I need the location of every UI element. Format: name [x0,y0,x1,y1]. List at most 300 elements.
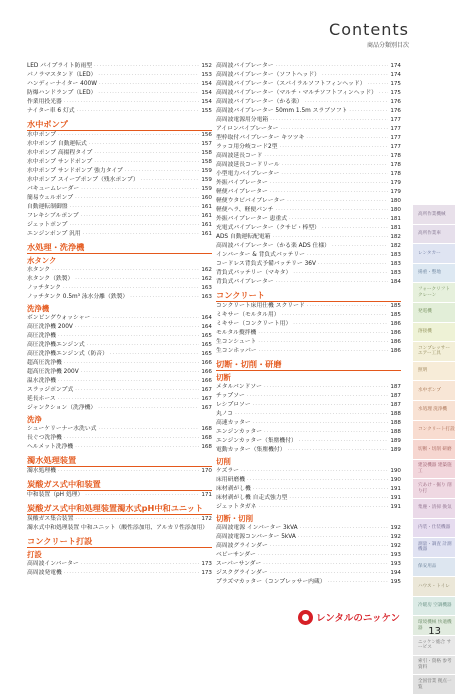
toc-entry[interactable] [27,359,212,368]
toc-entry-title: ノッチタンク [27,285,61,291]
toc-page-number: 158 [201,159,212,165]
toc-leader-dots [253,419,389,428]
toc-page-number: 174 [390,63,401,69]
section-heading: 切断・切削・研磨 [216,359,401,371]
toc-entry[interactable] [27,266,212,275]
toc-entry[interactable] [216,134,401,143]
toc-entry-title: 簡易ウェルポンプ [27,195,74,201]
contents-title: Contents [329,20,409,39]
toc-page-number: 183 [390,261,401,267]
toc-entry[interactable] [27,332,212,341]
toc-leader-dots [258,503,388,512]
toc-entry[interactable] [216,338,401,347]
toc-entry-title: ジスクグラインダー [216,570,268,576]
toc-leader-dots [263,560,388,569]
toc-entry-title: 高周波バイブレーター（かる楽 ADS 仕様） [216,243,330,249]
toc-entry-title: 高速カッター [216,420,251,426]
logo-name: レンタルのニッケン [316,613,401,624]
toc-page-number: 186 [390,339,401,345]
section-heading: コンクリート打設 [27,536,212,548]
toc-page-number: 159 [201,186,212,192]
toc-page-number: 154 [201,90,212,96]
toc-entry-title: 水タンク（鉄製） [27,276,74,282]
toc-leader-dots [258,551,388,560]
toc-leader-dots [276,62,389,71]
category-tab[interactable]: 全国営業 拠点一覧 [413,675,455,695]
toc-page-number: 177 [390,135,401,141]
toc-entry[interactable] [216,302,401,311]
toc-leader-dots [270,188,389,197]
toc-entry-title: 高周波バイブレーター 50mm 1.5m スラブソフト [216,108,348,114]
toc-entry[interactable] [216,251,401,260]
toc-entry[interactable] [216,533,401,542]
toc-entry[interactable] [27,284,212,293]
toc-entry[interactable] [216,116,401,125]
company-logo [298,607,413,627]
toc-entry-title: LED パイプライト防雨型 [27,63,93,69]
toc-page-number: 181 [390,225,401,231]
toc-leader-dots [276,206,389,215]
category-tab[interactable]: 冷暖房 空調機器 [413,597,455,617]
toc-entry[interactable] [216,467,401,476]
toc-column-right [216,62,401,587]
category-tab[interactable]: 高所作業機械 [413,205,455,225]
toc-entry[interactable] [216,320,401,329]
toc-entry-title: 高周波バイブレーター（スパイラルソフトフィンヘッド） [216,81,366,87]
category-tab[interactable]: 内装・仕装機器 [413,519,455,539]
toc-entry[interactable] [216,71,401,80]
toc-entry[interactable] [27,323,212,332]
toc-page-number: 187 [390,384,401,390]
toc-entry[interactable] [216,233,401,242]
toc-page-number: 190 [390,477,401,483]
toc-page-number: 163 [201,285,212,291]
toc-entry[interactable] [27,275,212,284]
page-number: 13 [428,626,441,637]
toc-entry[interactable] [27,314,212,323]
toc-entry-title: 濁水処理機 [27,468,56,474]
toc-entry[interactable] [27,167,212,176]
toc-leader-dots [98,404,199,413]
toc-entry[interactable] [216,401,401,410]
toc-page-number: 162 [201,276,212,282]
toc-entry[interactable] [216,476,401,485]
toc-entry-title: ミキサー（コンクリート用） [216,321,292,327]
toc-leader-dots [305,98,389,107]
toc-entry[interactable] [216,494,401,503]
toc-leader-dots [368,80,389,89]
toc-entry[interactable] [216,125,401,134]
category-tab[interactable]: 溶接機 [413,323,455,343]
category-tab[interactable]: フォークリフト クレーン [413,283,455,303]
toc-leader-dots [81,212,200,221]
toc-leader-dots [75,275,199,284]
toc-entry[interactable] [216,560,401,569]
toc-entry-title: 外振バイブレーター 恵重式 [216,216,287,222]
toc-entry[interactable] [216,62,401,71]
toc-page-number: 153 [201,72,212,78]
toc-entry-title: ジェットタガネ [216,504,257,510]
toc-entry[interactable] [27,524,212,533]
toc-leader-dots [81,185,199,194]
toc-leader-dots [264,152,388,161]
toc-page-number: 154 [201,81,212,87]
toc-page-number: 178 [390,162,401,168]
category-tab[interactable]: 揚重・整地 [413,264,455,284]
toc-page-number: 177 [390,117,401,123]
toc-entry[interactable] [27,386,212,395]
subsection-heading: 水タンク [27,256,57,265]
toc-entry[interactable] [216,107,401,116]
toc-entry[interactable] [27,491,212,500]
toc-entry[interactable] [27,230,212,239]
toc-page-number: 190 [390,468,401,474]
toc-entry[interactable] [27,203,212,212]
toc-entry-title: 高圧洗浄機 [27,333,56,339]
toc-page-number: 177 [390,126,401,132]
toc-page-number: 195 [390,579,401,585]
toc-page-number: 181 [390,216,401,222]
toc-leader-dots [298,533,389,542]
toc-entry-title: ミキサー（モルタル用） [216,312,280,318]
toc-entry[interactable] [216,311,401,320]
toc-page-number: 166 [201,369,212,375]
toc-entry[interactable] [216,410,401,419]
toc-entry-title: メタルバンドソー [216,384,262,390]
toc-entry[interactable] [216,347,401,356]
toc-entry[interactable] [27,62,212,71]
toc-page-number: 188 [390,429,401,435]
toc-entry[interactable] [27,89,212,98]
toc-leader-dots [64,569,200,578]
category-tab[interactable]: 高所作業車 [413,225,455,245]
toc-leader-dots [64,434,200,443]
toc-entry[interactable] [216,503,401,512]
toc-leader-dots [58,377,199,386]
category-tab[interactable]: 保安用品 [413,558,455,578]
toc-leader-dots [75,194,199,203]
toc-leader-dots [282,311,389,320]
toc-leader-dots [247,476,388,485]
category-tab[interactable]: 切断・切削 研磨 [413,440,455,460]
toc-entry[interactable] [27,98,212,107]
toc-page-number: 191 [390,486,401,492]
toc-page-number: 157 [201,141,212,147]
toc-entry-title: ケズラー [216,468,239,474]
toc-entry[interactable] [27,467,212,476]
toc-page-number: 186 [390,348,401,354]
toc-leader-dots [280,125,388,134]
toc-entry[interactable] [27,80,212,89]
toc-leader-dots [75,515,199,524]
toc-entry-title: 高周波電源用分電箱 [216,117,269,123]
toc-leader-dots [110,350,199,359]
toc-entry[interactable] [27,515,212,524]
toc-entry[interactable] [27,131,212,140]
toc-entry-title: 自動運転制御盤 [27,204,68,210]
category-tab[interactable]: 水処理 洗浄機 [413,401,455,421]
toc-entry[interactable] [216,242,401,251]
category-tab[interactable]: 発電機 [413,303,455,323]
toc-entry-title: 中和装置（pH 処理） [27,492,84,498]
toc-page-number: 191 [390,495,401,501]
toc-entry-title: ベビーサンダー [216,552,256,558]
toc-entry[interactable] [27,341,212,350]
toc-entry-title: スラッジポンプ式 [27,387,74,393]
toc-leader-dots [289,215,388,224]
category-tab[interactable]: 水中ポンプ [413,381,455,401]
toc-entry[interactable] [216,329,401,338]
category-tab[interactable]: ハウス・トイレ [413,577,455,597]
toc-leader-dots [87,341,200,350]
toc-entry-title: ノッチタンク 0.5m³ 泳水分離（鉄製） [27,294,129,300]
toc-entry[interactable] [216,89,401,98]
toc-leader-dots [69,221,199,230]
toc-entry-title: エンジンカッター（集塵機付） [216,438,297,444]
toc-entry-title: バキュームレーダー [27,186,80,192]
toc-page-number: 194 [390,570,401,576]
toc-entry[interactable] [27,221,212,230]
toc-leader-dots [58,332,199,341]
toc-entry[interactable] [27,71,212,80]
toc-entry[interactable] [216,524,401,533]
toc-entry[interactable] [216,80,401,89]
toc-entry[interactable] [216,197,401,206]
category-tab[interactable]: 集塵・清掃 換気 [413,499,455,519]
toc-leader-dots [130,293,199,302]
category-tab[interactable]: コンプレッサー エアー工具 [413,342,455,362]
toc-entry-title: 防爆ハンドランプ（LED） [27,90,97,96]
toc-entry[interactable] [216,446,401,455]
toc-entry[interactable] [216,392,401,401]
toc-entry-title: レシプロソー [216,402,251,408]
toc-leader-dots [141,176,200,185]
toc-page-number: 175 [390,81,401,87]
toc-entry-title: 水中ポンプ サンドポンプ 強力タイプ [27,168,123,174]
toc-entry-title: 超高圧洗浄機 200V [27,369,79,375]
toc-entry[interactable] [216,383,401,392]
toc-page-number: 156 [201,132,212,138]
toc-entry[interactable] [216,98,401,107]
toc-entry[interactable] [216,188,401,197]
toc-page-number: 186 [390,321,401,327]
toc-leader-dots [92,314,199,323]
category-tab[interactable]: ニッケン総合 サービス [413,636,455,656]
toc-page-number: 173 [201,561,212,567]
toc-entry[interactable] [27,176,212,185]
toc-entry-title: シューケリーナー水洗い式 [27,426,97,432]
toc-entry[interactable] [216,152,401,161]
toc-page-number: 173 [201,570,212,576]
toc-entry[interactable] [27,149,212,158]
toc-entry[interactable] [27,212,212,221]
toc-entry[interactable] [27,395,212,404]
toc-leader-dots [259,347,389,356]
category-tab[interactable]: 環境機械 快適機器 [413,616,455,636]
toc-page-number: 163 [201,294,212,300]
toc-entry[interactable] [216,269,401,278]
toc-page-number: 172 [201,516,212,522]
toc-entry[interactable] [27,368,212,377]
toc-page-number: 165 [201,342,212,348]
toc-page-number: 158 [201,150,212,156]
toc-page-number: 188 [390,420,401,426]
contents-subtitle: 商品分類別目次 [366,42,409,49]
toc-leader-dots [258,329,388,338]
toc-page-number: 193 [390,561,401,567]
toc-page-number: 161 [201,204,212,210]
toc-entry-title: 濁水式中和処理装置 中和ユニット（酸性添加用、アルカリ性添加用） [27,525,209,531]
toc-entry[interactable] [27,107,212,116]
toc-leader-dots [349,107,388,116]
toc-leader-dots [89,140,200,149]
toc-page-number: 174 [390,72,401,78]
toc-leader-dots [253,485,389,494]
toc-entry[interactable] [216,215,401,224]
toc-page-number: 179 [390,180,401,186]
toc-entry-title: 水タンク [27,267,51,273]
toc-entry-title: フレキシブルポンプ [27,213,79,219]
toc-entry-title: 電動カッター（集塵機付） [216,447,286,453]
category-tab[interactable]: 穴あけ・掘り 削り打 [413,479,455,499]
toc-entry[interactable] [27,404,212,413]
toc-entry[interactable] [216,485,401,494]
subsection-heading: 切断 [216,373,231,382]
toc-entry-title: ジャンクション（洗浄機） [27,405,97,411]
toc-entry[interactable] [27,434,212,443]
toc-entry[interactable] [216,569,401,578]
toc-entry[interactable] [27,560,212,569]
toc-entry-title: 高周波バイブレーター [216,63,274,69]
toc-leader-dots [58,131,199,140]
toc-leader-dots [70,203,200,212]
toc-page-number: 182 [390,243,401,249]
toc-leader-dots [99,80,199,89]
category-index-tabs [413,205,455,695]
toc-entry[interactable] [216,179,401,188]
category-tab[interactable]: レンタカー [413,244,455,264]
toc-leader-dots [58,467,199,476]
toc-leader-dots [293,320,388,329]
toc-leader-dots [247,392,389,401]
toc-page-number: 183 [390,270,401,276]
toc-page-number: 177 [390,144,401,150]
toc-entry[interactable] [27,194,212,203]
subsection-heading: 打設 [27,550,42,559]
toc-page-number: 152 [201,63,212,69]
toc-entry-title: 水中ポンプ [27,132,56,138]
toc-entry[interactable] [27,569,212,578]
toc-page-number: 168 [201,435,212,441]
toc-page-number: 167 [201,396,212,402]
toc-entry[interactable] [27,293,212,302]
toc-page-number: 155 [201,108,212,114]
toc-page-number: 187 [390,393,401,399]
toc-page-number: 191 [390,504,401,510]
toc-entry[interactable] [216,551,401,560]
toc-entry-title: 高周波電源 インバーター 3kVA [216,525,298,531]
toc-leader-dots [75,323,199,332]
toc-leader-dots [300,524,389,533]
toc-leader-dots [94,158,199,167]
toc-entry[interactable] [216,224,401,233]
toc-entry[interactable] [27,140,212,149]
toc-entry-title: ボンビングウォッシャー [27,315,91,321]
toc-entry-title: 充電式バイブレーター（クサビ・棒型） [216,225,320,231]
toc-entry[interactable] [27,425,212,434]
toc-leader-dots [81,368,200,377]
toc-page-number: 189 [390,447,401,453]
toc-entry-title: 高圧洗浄機エンジン式（防音） [27,351,108,357]
toc-entry[interactable] [216,278,401,287]
toc-entry-title: 超高圧洗浄機 [27,360,62,366]
category-tab[interactable]: 索引・資格 参考資料 [413,656,455,676]
toc-leader-dots [235,410,388,419]
toc-leader-dots [322,71,388,80]
toc-leader-dots [307,251,388,260]
toc-leader-dots [280,143,389,152]
category-tab[interactable]: 照明 [413,362,455,382]
category-tab[interactable]: コンクリート打設 [413,421,455,441]
toc-entry-title: 高周波バイブレーター（ソフトヘッド） [216,72,320,78]
toc-leader-dots [270,116,388,125]
toc-entry-title: インバーター & 背負式バッテリー [216,252,305,258]
toc-leader-dots [125,167,199,176]
toc-entry[interactable] [216,260,401,269]
toc-entry[interactable] [216,161,401,170]
logo-mark-icon [298,610,313,625]
toc-entry[interactable] [216,143,401,152]
toc-entry[interactable] [27,377,212,386]
toc-entry[interactable] [216,206,401,215]
toc-page-number: 182 [390,234,401,240]
toc-entry-title: 高周波延長コードリール [216,162,280,168]
toc-entry[interactable] [216,578,401,587]
toc-page-number: 167 [201,405,212,411]
toc-leader-dots [75,443,199,452]
toc-page-number: 179 [390,189,401,195]
toc-leader-dots [273,233,389,242]
toc-page-number: 176 [390,108,401,114]
toc-entry[interactable] [216,419,401,428]
toc-entry-title: 高周波バイブレーター（かる楽） [216,99,303,105]
toc-entry[interactable] [216,170,401,179]
category-tab[interactable]: 建設機器 建築施工 [413,460,455,480]
toc-leader-dots [98,71,199,80]
toc-entry-title: 床材剥がし機 自走式強力型 [216,495,288,501]
toc-entry-title: 水中ポンプ スイープポンプ（残水ポンプ） [27,177,139,183]
toc-page-number: 188 [390,411,401,417]
toc-entry[interactable] [27,158,212,167]
toc-entry-title: 床材剥がし機 [216,486,251,492]
toc-entry[interactable] [27,185,212,194]
toc-leader-dots [287,197,388,206]
toc-entry-title: ラッコ用分岐コード2型 [216,144,278,150]
toc-leader-dots [98,89,199,98]
toc-entry-title: 丸ノコ [216,411,234,417]
toc-entry[interactable] [216,437,401,446]
toc-leader-dots [293,269,388,278]
toc-entry[interactable] [216,542,401,551]
toc-entry[interactable] [27,350,212,359]
toc-entry[interactable] [27,443,212,452]
toc-leader-dots [98,425,199,434]
toc-leader-dots [270,569,389,578]
toc-leader-dots [270,542,389,551]
category-tab[interactable]: 測量・調査 計測機器 [413,538,455,558]
toc-entry[interactable] [216,428,401,437]
toc-page-number: 186 [390,330,401,336]
